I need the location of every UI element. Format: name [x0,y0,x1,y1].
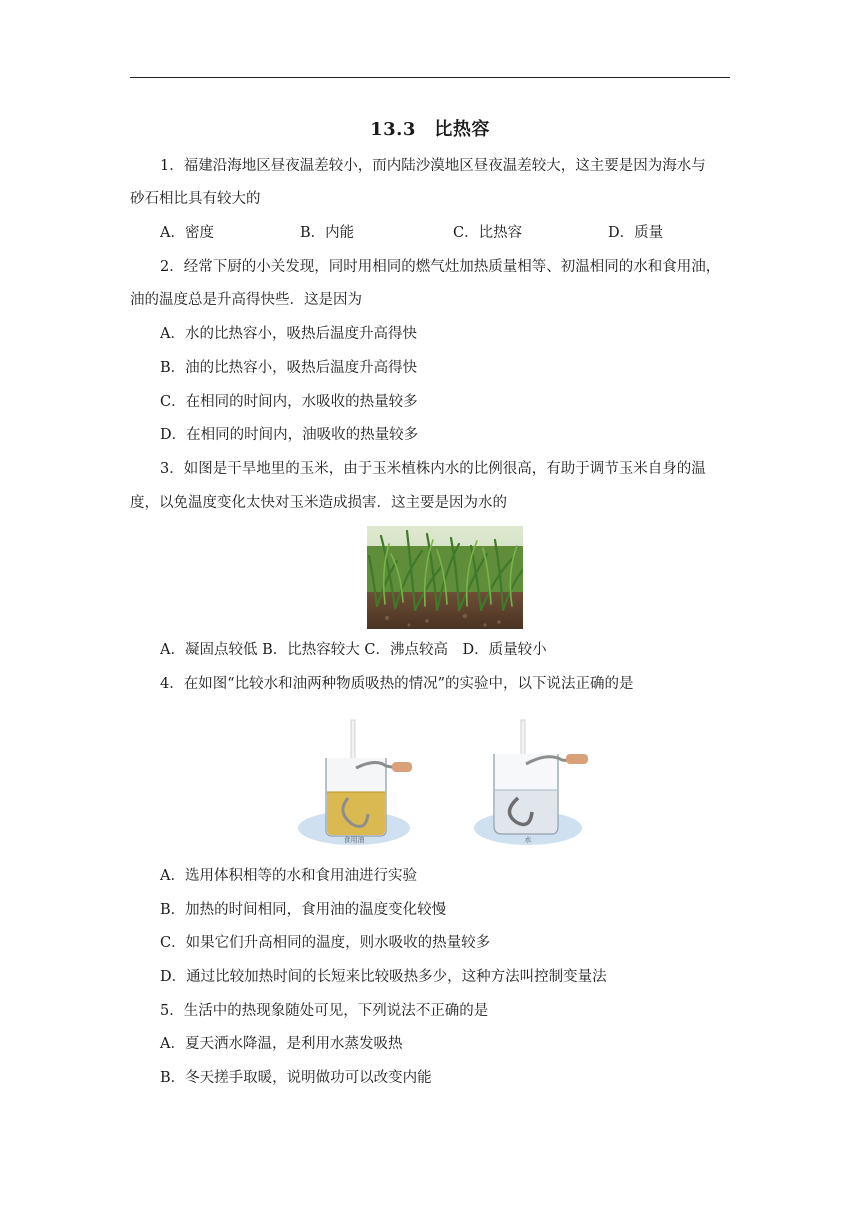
q3-stem-line2: 度，以免温度变化太快对玉米造成损害．这主要是因为水的 [130,495,507,511]
q1-option-d: D．质量 [608,225,664,241]
q4-option-c: C．如果它们升高相同的温度，则水吸收的热量较多 [160,935,491,951]
q5-stem-line1: 5．生活中的热现象随处可见，下列说法不正确的是 [160,1003,489,1019]
q1-option-a: A．密度 [160,225,214,241]
q1-option-c: C．比热容 [453,225,523,241]
q5-option-a: A．夏天洒水降温，是利用水蒸发吸热 [160,1036,403,1052]
q2-option-d: D．在相同的时间内，油吸收的热量较多 [160,427,419,443]
q2-option-a: A．水的比热容小，吸热后温度升高得快 [160,326,417,342]
water-beaker-label: 水 [524,836,532,844]
corn-field-photo [367,526,523,629]
q4-option-b: B．加热的时间相同，食用油的温度变化较慢 [160,902,447,918]
oil-beaker-figure [296,718,413,848]
q2-option-c: C．在相同的时间内，水吸收的热量较多 [160,394,418,410]
q5-option-b: B．冬天搓手取暖，说明做功可以改变内能 [160,1070,432,1086]
water-beaker-figure [472,718,592,848]
q4-option-a: A．选用体积相等的水和食用油进行实验 [160,868,417,884]
q2-stem-line1: 2．经常下厨的小关发现，同时用相同的燃气灶加热质量相等、初温相同的水和食用油， [160,259,721,275]
header-rule [130,77,730,78]
q1-option-b: B．内能 [300,225,355,241]
q4-option-d: D．通过比较加热时间的长短来比较吸热多少，这种方法叫控制变量法 [160,969,607,985]
q1-stem-line1: 1．福建沿海地区昼夜温差较小，而内陆沙漠地区昼夜温差较大，这主要是因为海水与 [160,158,706,174]
oil-beaker-label: 食用油 [343,836,365,844]
q1-stem-line2: 砂石相比具有较大的 [130,191,261,207]
q3-stem-line1: 3．如图是干旱地里的玉米，由于玉米植株内水的比例很高，有助于调节玉米自身的温 [160,461,706,477]
page-title: 13.3 比热容 [370,119,490,140]
q2-option-b: B．油的比热容小，吸热后温度升高得快 [160,360,418,376]
q3-options: A．凝固点较低 B．比热容较大 C．沸点较高 D．质量较小 [160,642,547,658]
q4-stem-line1: 4．在如图“比较水和油两种物质吸热的情况”的实验中，以下说法正确的是 [160,676,634,692]
q2-stem-line2: 油的温度总是升高得快些．这是因为 [130,292,362,308]
